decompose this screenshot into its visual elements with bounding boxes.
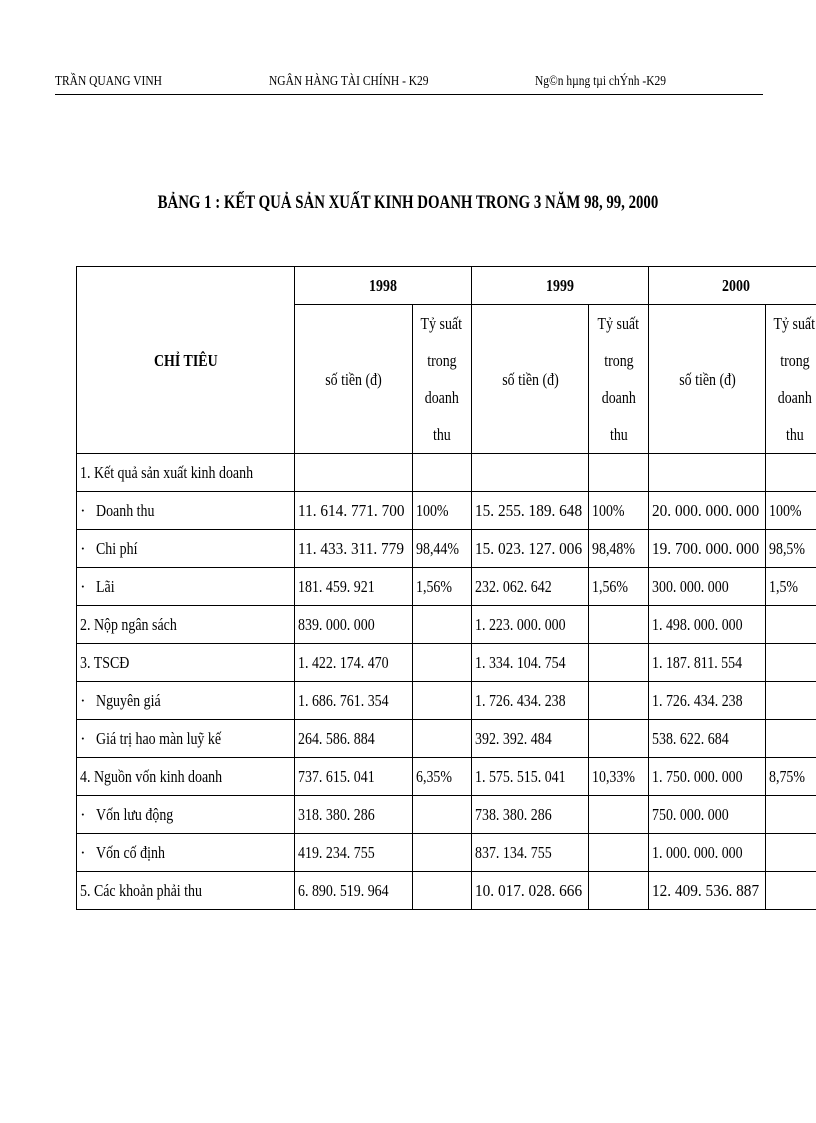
rate-cell [412,454,471,492]
rate-header: Tỷ suất trong doanh thu [766,305,816,454]
amount-cell: 392. 392. 484 [471,720,589,758]
amount-cell: 1. 726. 434. 238 [648,682,766,720]
page-header [55,72,763,95]
row-label: · Vốn lưu động [77,796,295,834]
rate-cell [589,454,648,492]
amount-cell: 737. 615. 041 [295,758,413,796]
rate-cell: 100% [589,492,648,530]
rate-header: Tỷ suất trong doanh thu [412,305,471,454]
amount-cell: 1. 726. 434. 238 [471,682,589,720]
table-row [77,606,816,644]
year-header-1999: 1999 [471,267,648,305]
indicator-header: CHỈ TIÊU [77,267,295,454]
table-row [77,682,816,720]
amount-cell: 181. 459. 921 [295,568,413,606]
bullet-icon: · [80,843,86,862]
amount-cell: 538. 622. 684 [648,720,766,758]
rate-cell [412,720,471,758]
row-label: · Lãi [77,568,295,606]
rate-cell [412,796,471,834]
amount-cell: 1. 187. 811. 554 [648,644,766,682]
bullet-icon: · [80,539,86,558]
amount-cell: 738. 380. 286 [471,796,589,834]
rate-cell [766,682,816,720]
rate-cell: 10,33% [589,758,648,796]
row-label: 2. Nộp ngân sách [77,606,295,644]
rate-cell [412,872,471,910]
rate-cell [412,644,471,682]
rate-cell [589,682,648,720]
amount-cell: 232. 062. 642 [471,568,589,606]
table-row [77,834,816,872]
table-title-text: BẢNG 1 : KẾT QUẢ SẢN XUẤT KINH DOANH TRONG 3 NĂM 98, 99, 2000 [157,192,659,213]
table-row [77,568,816,606]
amount-header: số tiền (đ) [471,305,589,454]
table-row [77,796,816,834]
table-row [77,644,816,682]
rate-cell [412,606,471,644]
bullet-icon: · [80,805,86,824]
rate-cell: 1,5% [766,568,816,606]
amount-cell: 750. 000. 000 [648,796,766,834]
rate-cell [766,720,816,758]
rate-cell [766,834,816,872]
rate-cell: 98,5% [766,530,816,568]
row-label: · Nguyên giá [77,682,295,720]
rate-cell [589,606,648,644]
amount-cell: 264. 586. 884 [295,720,413,758]
rate-cell [766,872,816,910]
amount-cell [295,454,413,492]
amount-cell: 19. 700. 000. 000 [648,530,766,568]
header-course: NGÂN HÀNG TÀI CHÍNH - K29 [269,74,429,89]
amount-cell: 1. 498. 000. 000 [648,606,766,644]
rate-cell [589,644,648,682]
amount-cell: 1. 334. 104. 754 [471,644,589,682]
rate-cell [412,834,471,872]
year-header-2000: 2000 [648,267,816,305]
year-header-row [77,267,816,305]
amount-cell: 15. 023. 127. 006 [471,530,589,568]
row-label: · Doanh thu [77,492,295,530]
rate-cell [766,644,816,682]
rate-cell [589,872,648,910]
amount-cell: 15. 255. 189. 648 [471,492,589,530]
amount-cell [648,454,766,492]
amount-cell: 837. 134. 755 [471,834,589,872]
rate-header: Tỷ suất trong doanh thu [589,305,648,454]
amount-cell: 1. 000. 000. 000 [648,834,766,872]
bullet-icon: · [80,729,86,748]
rate-cell: 1,56% [589,568,648,606]
amount-cell: 318. 380. 286 [295,796,413,834]
bullet-icon: · [80,501,86,520]
rate-cell [589,834,648,872]
table-row [77,720,816,758]
amount-cell: 12. 409. 536. 887 [648,872,766,910]
business-results-table [76,266,816,910]
amount-cell: 11. 614. 771. 700 [295,492,413,530]
row-label: 3. TSCĐ [77,644,295,682]
rate-cell: 98,44% [412,530,471,568]
header-course-garbled: Ng©n hµng tµi chÝnh -K29 [535,74,667,89]
rate-cell: 98,48% [589,530,648,568]
row-label: 1. Kết quả sản xuất kinh doanh [77,454,295,492]
amount-header: số tiền (đ) [295,305,413,454]
amount-cell: 1. 750. 000. 000 [648,758,766,796]
rate-cell [589,720,648,758]
rate-cell [766,796,816,834]
amount-cell [471,454,589,492]
table-row [77,530,816,568]
row-label: · Chi phí [77,530,295,568]
amount-cell: 1. 686. 761. 354 [295,682,413,720]
rate-cell: 1,56% [412,568,471,606]
rate-cell [766,454,816,492]
rate-cell [766,606,816,644]
row-label: 4. Nguồn vốn kinh doanh [77,758,295,796]
rate-cell: 100% [766,492,816,530]
bullet-icon: · [80,691,86,710]
table-body [77,454,816,910]
table-row [77,454,816,492]
year-header-1998: 1998 [295,267,472,305]
row-label: 5. Các khoản phải thu [77,872,295,910]
amount-cell: 1. 422. 174. 470 [295,644,413,682]
amount-cell: 1. 223. 000. 000 [471,606,589,644]
row-label: · Giá trị hao màn luỹ kế [77,720,295,758]
rate-cell: 100% [412,492,471,530]
table-row [77,872,816,910]
table-row [77,758,816,796]
amount-cell: 6. 890. 519. 964 [295,872,413,910]
amount-cell: 20. 000. 000. 000 [648,492,766,530]
amount-cell: 11. 433. 311. 779 [295,530,413,568]
rate-cell: 8,75% [766,758,816,796]
bullet-icon: · [80,577,86,596]
amount-cell: 839. 000. 000 [295,606,413,644]
amount-cell: 1. 575. 515. 041 [471,758,589,796]
amount-header: số tiền (đ) [648,305,766,454]
amount-cell: 419. 234. 755 [295,834,413,872]
rate-cell [589,796,648,834]
amount-cell: 300. 000. 000 [648,568,766,606]
header-author: TRẦN QUANG VINH [55,74,162,89]
rate-cell [412,682,471,720]
row-label: · Vốn cố định [77,834,295,872]
rate-cell: 6,35% [412,758,471,796]
table-title [0,192,816,214]
table-row [77,492,816,530]
amount-cell: 10. 017. 028. 666 [471,872,589,910]
